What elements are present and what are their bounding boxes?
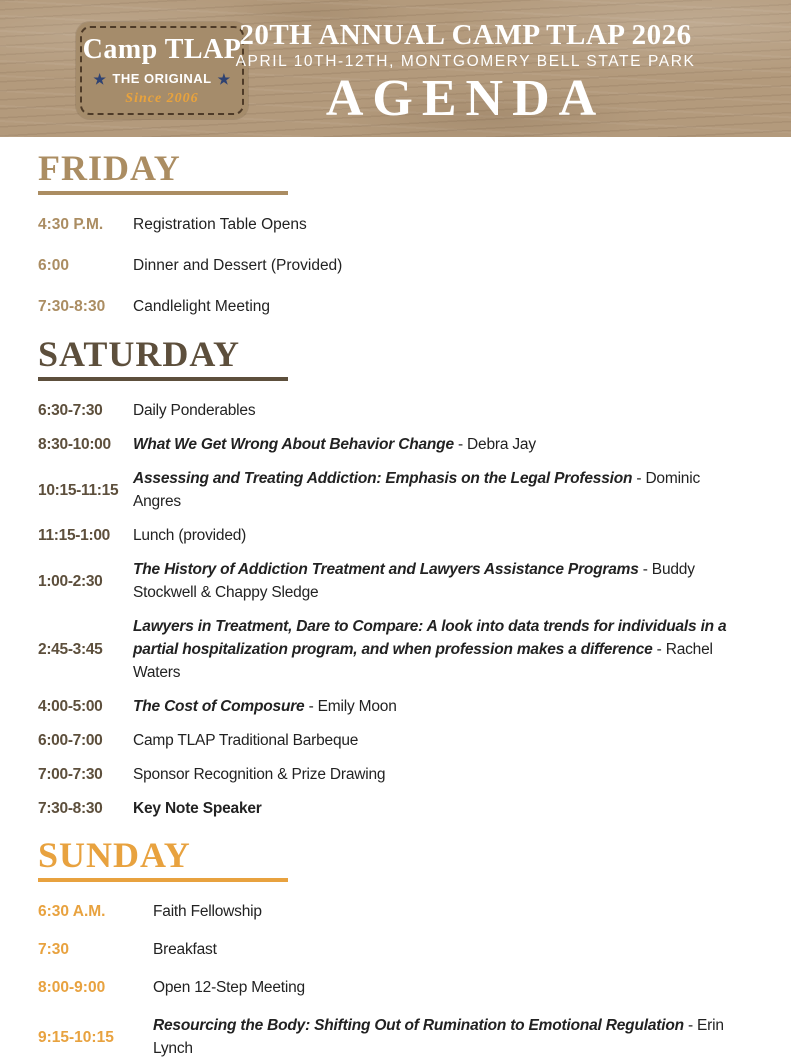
event-title-text: Faith Fellowship <box>153 903 262 920</box>
event-speaker: - Debra Jay <box>453 436 536 453</box>
section-title-friday: FRIDAY <box>38 148 181 188</box>
event-title: 20TH ANNUAL CAMP TLAP 2026 <box>239 19 692 51</box>
event-time: 7:30-8:30 <box>38 800 103 817</box>
event-description <box>133 213 307 236</box>
header-banner <box>0 0 791 137</box>
section-sunday <box>38 837 729 1060</box>
event-time: 10:15-11:15 <box>38 481 119 499</box>
event-title-text: Key Note Speaker <box>133 800 262 817</box>
agenda-row <box>38 615 729 684</box>
event-description <box>133 524 246 547</box>
star-icon: ★ <box>93 70 107 87</box>
event-title-text: The History of Addiction Treatment and Lawyers Assistance Programs <box>133 561 639 578</box>
event-description <box>133 399 255 422</box>
star-icon: ★ <box>217 70 231 87</box>
event-title-text: Candlelight Meeting <box>133 298 271 315</box>
event-time: 4:30 P.M. <box>38 216 104 233</box>
agenda-row <box>38 976 729 999</box>
event-title-text: The Cost of Composure <box>133 698 305 715</box>
event-title-text: Resourcing the Body: Shifting Out of Rumination to Emotional Regulation <box>153 1017 684 1034</box>
event-description <box>133 295 270 318</box>
event-title-text: Lawyers in Treatment, Dare to Compare: A look into data trends for individuals in a partial hospitalization program, and when profession makes a difference <box>133 618 727 658</box>
friday-rows <box>38 213 729 318</box>
event-title-text: What We Get Wrong About Behavior Change <box>133 436 454 453</box>
header-titles <box>140 0 791 137</box>
badge-tagline-text: THE ORIGINAL <box>112 71 212 86</box>
agenda-row <box>38 797 729 820</box>
event-time: 7:30-8:30 <box>38 298 106 315</box>
event-description <box>153 938 217 961</box>
event-time: 8:30-10:00 <box>38 436 111 453</box>
event-description <box>133 695 397 718</box>
event-time: 6:00-7:00 <box>38 732 103 749</box>
event-description <box>133 467 729 513</box>
section-title-saturday: SATURDAY <box>38 334 241 374</box>
event-time: 7:00-7:30 <box>38 766 103 783</box>
badge-since-text: Since 2006 <box>125 90 199 106</box>
agenda-row <box>38 213 729 236</box>
agenda-content <box>0 137 791 1060</box>
agenda-row <box>38 295 729 318</box>
event-title-text: Breakfast <box>153 941 217 958</box>
agenda-row <box>38 254 729 277</box>
agenda-row <box>38 467 729 513</box>
event-title-text: Registration Table Opens <box>133 216 307 233</box>
event-description <box>133 433 536 456</box>
event-speaker: - Emily Moon <box>304 698 397 715</box>
event-title-text: Daily Ponderables <box>133 402 256 419</box>
agenda-row <box>38 558 729 604</box>
event-description <box>153 900 262 923</box>
agenda-row <box>38 524 729 547</box>
section-underline <box>38 191 288 195</box>
agenda-row <box>38 399 729 422</box>
event-title-text: Lunch (provided) <box>133 527 247 544</box>
event-description <box>153 1014 729 1060</box>
saturday-rows <box>38 399 729 820</box>
event-time: 4:00-5:00 <box>38 698 103 715</box>
event-time: 8:00-9:00 <box>38 979 106 996</box>
event-time: 9:15-10:15 <box>38 1028 114 1046</box>
event-speaker: - Dominic Angres <box>133 470 701 510</box>
event-date-location: APRIL 10TH-12TH, MONTGOMERY BELL STATE PARK <box>235 53 696 71</box>
section-underline <box>38 377 288 381</box>
event-time: 6:30-7:30 <box>38 402 103 419</box>
section-underline <box>38 878 288 882</box>
event-title-text: Open 12-Step Meeting <box>153 979 305 996</box>
event-description <box>153 976 305 999</box>
event-time: 1:00-2:30 <box>38 572 103 590</box>
event-description <box>133 254 342 277</box>
event-title-text: Sponsor Recognition & Prize Drawing <box>133 766 386 783</box>
event-speaker: - Buddy Stockwell & Chappy Sledge <box>133 561 695 601</box>
event-speaker: - Erin Lynch <box>153 1017 724 1057</box>
agenda-row <box>38 433 729 456</box>
event-title-text: Dinner and Dessert (Provided) <box>133 257 343 274</box>
sunday-rows <box>38 900 729 1060</box>
event-description <box>133 729 358 752</box>
event-speaker: - Rachel Waters <box>133 641 713 681</box>
event-title-text: Camp TLAP Traditional Barbeque <box>133 732 359 749</box>
agenda-row <box>38 695 729 718</box>
event-description <box>133 615 729 684</box>
section-saturday <box>38 336 729 820</box>
event-description <box>133 763 385 786</box>
agenda-row <box>38 938 729 961</box>
agenda-row <box>38 1014 729 1060</box>
event-description <box>133 558 729 604</box>
agenda-heading: AGENDA <box>325 70 606 128</box>
event-time: 6:30 A.M. <box>38 903 106 920</box>
event-time: 11:15-1:00 <box>38 527 110 544</box>
event-time: 6:00 <box>38 257 70 274</box>
section-title-sunday: SUNDAY <box>38 835 191 875</box>
event-description <box>133 797 262 820</box>
agenda-row <box>38 900 729 923</box>
agenda-row <box>38 763 729 786</box>
event-title-text: Assessing and Treating Addiction: Emphasis on the Legal Profession <box>133 470 633 487</box>
agenda-row <box>38 729 729 752</box>
badge-title: Camp TLAP <box>82 33 242 65</box>
event-time: 7:30 <box>38 941 70 958</box>
event-time: 2:45-3:45 <box>38 641 103 658</box>
section-friday <box>38 150 729 318</box>
